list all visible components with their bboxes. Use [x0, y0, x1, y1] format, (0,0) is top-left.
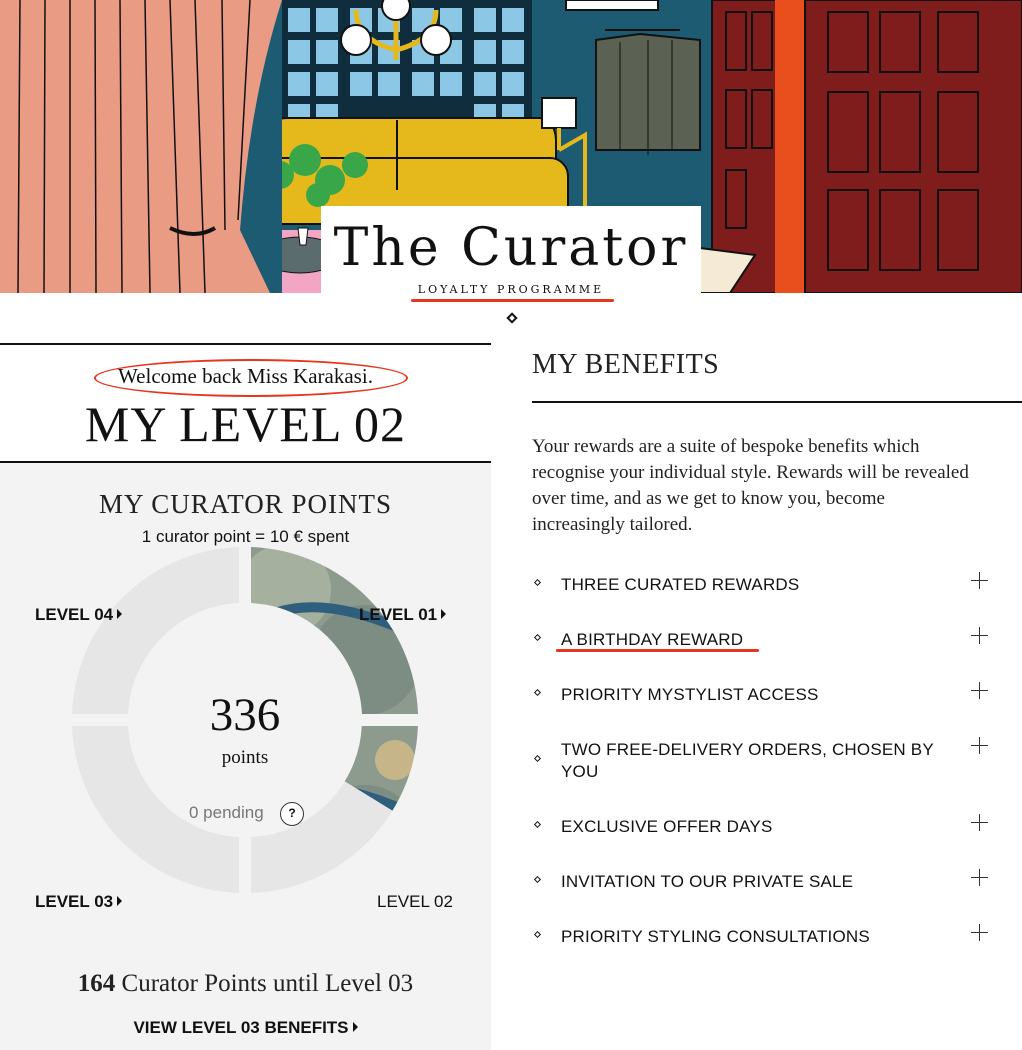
welcome-highlight [94, 359, 408, 397]
diamond-bullet-icon [534, 755, 541, 762]
benefit-item[interactable] [532, 814, 1002, 844]
points-rate: 1 curator point = 10 € spent [141, 527, 350, 546]
benefit-label: INVITATION TO OUR PRIVATE SALE [561, 872, 854, 891]
points-unit: points [221, 747, 269, 768]
expand-plus-icon[interactable] [971, 814, 988, 831]
benefit-item[interactable] [532, 924, 1002, 954]
benefit-label: PRIORITY MYSTYLIST ACCESS [561, 685, 819, 704]
expand-plus-icon[interactable] [971, 572, 988, 589]
caret-right-icon [117, 896, 122, 906]
benefits-section [532, 343, 1022, 1050]
diamond-bullet-icon [534, 821, 541, 828]
benefits-title: MY BENEFITS [532, 349, 720, 380]
level-01-label: LEVEL 01 [359, 605, 438, 624]
points-title: MY CURATOR POINTS [98, 489, 393, 519]
benefit-item[interactable] [532, 869, 1002, 899]
diamond-bullet-icon [534, 931, 541, 938]
level-02-label: LEVEL 02 [377, 892, 453, 911]
level-04-label: LEVEL 04 [35, 605, 114, 624]
points-remaining: 164 [77, 970, 116, 997]
brand-subtitle: LOYALTY PROGRAMME [417, 283, 605, 293]
brand-title: The Curator [333, 218, 689, 278]
benefit-label: EXCLUSIVE OFFER DAYS [561, 817, 773, 836]
pending-points: 0 pending [189, 803, 264, 822]
level-04-link[interactable] [35, 605, 122, 625]
level-01-link[interactable] [359, 605, 446, 625]
my-level-section [0, 343, 491, 1050]
benefit-label: TWO FREE-DELIVERY ORDERS, CHOSEN BY YOU [561, 740, 934, 781]
level-03-label: LEVEL 03 [35, 892, 114, 911]
hero-banner [0, 0, 1022, 293]
diamond-bullet-icon [534, 579, 541, 586]
caret-right-icon [117, 609, 122, 619]
benefit-item[interactable] [532, 682, 1002, 712]
view-level-benefits-link[interactable] [0, 1018, 491, 1038]
points-until-next-level [0, 970, 491, 998]
expand-plus-icon[interactable] [971, 682, 988, 699]
benefit-highlight [556, 649, 759, 652]
expand-plus-icon[interactable] [971, 737, 988, 754]
diamond-bullet-icon [534, 689, 541, 696]
benefit-label: PRIORITY STYLING CONSULTATIONS [561, 927, 870, 946]
expand-plus-icon[interactable] [971, 627, 988, 644]
benefits-intro: Your rewards are a suite of bespoke benefits which recognise your individual style. Rewards will be revealed over time, and as we get to know you, become increasingly tailored. [532, 436, 969, 535]
pending-help-button[interactable]: ? [280, 802, 304, 826]
divider [0, 343, 491, 345]
welcome-message: Welcome back Miss Karakasi. [118, 364, 373, 388]
caret-right-icon [441, 609, 446, 619]
diamond-bullet-icon [534, 876, 541, 883]
benefit-item[interactable] [532, 627, 1002, 657]
section-diamond-icon [506, 312, 517, 323]
points-remaining-text: Curator Points until Level 03 [121, 970, 414, 997]
divider [532, 401, 1022, 403]
view-benefits-label: VIEW LEVEL 03 BENEFITS [133, 1018, 349, 1037]
benefit-item[interactable] [532, 737, 1002, 787]
benefit-label: THREE CURATED REWARDS [561, 575, 800, 594]
subtitle-highlight [411, 299, 614, 302]
level-heading: MY LEVEL 02 [84, 396, 407, 452]
level-03-link[interactable] [35, 892, 122, 912]
brand-card [321, 206, 701, 293]
points-value: 336 [209, 689, 281, 741]
caret-right-icon [353, 1022, 358, 1032]
benefit-label: A BIRTHDAY REWARD [561, 630, 744, 649]
diamond-bullet-icon [534, 634, 541, 641]
expand-plus-icon[interactable] [971, 869, 988, 886]
curator-points-panel [0, 463, 491, 1050]
benefit-item[interactable] [532, 572, 1002, 602]
expand-plus-icon[interactable] [971, 924, 988, 941]
